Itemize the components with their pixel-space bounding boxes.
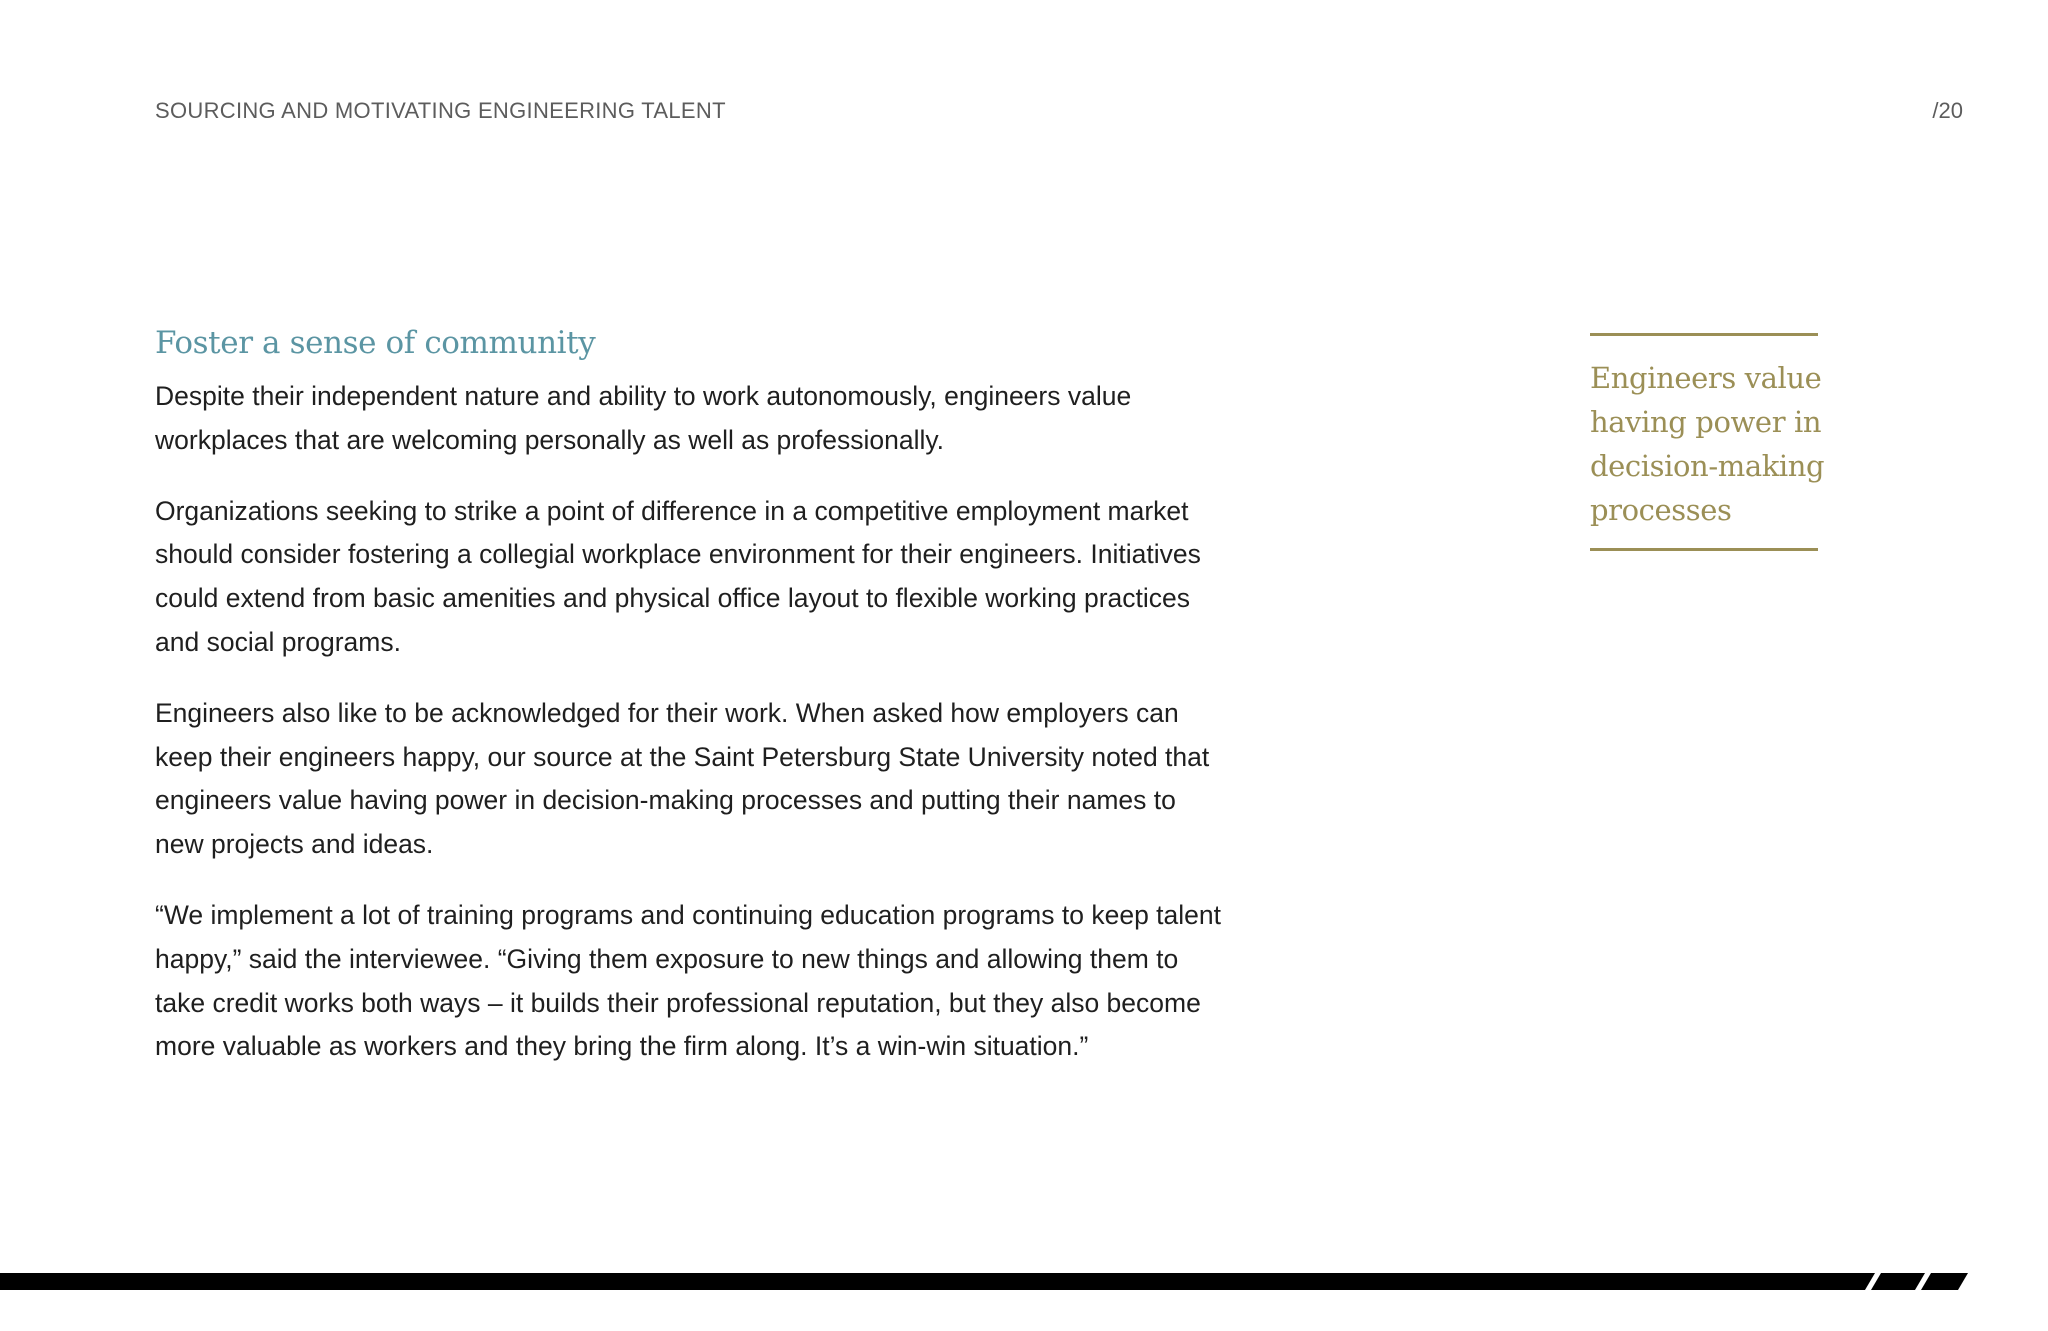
footer-stripe-segment (1871, 1273, 1925, 1290)
pull-quote-top-rule (1590, 333, 1818, 336)
pull-quote-line: processes (1590, 493, 1732, 527)
page-number: /20 (1932, 98, 1963, 123)
pull-quote (1590, 333, 1830, 551)
pull-quote-line: Engineers value (1590, 361, 1822, 395)
body-paragraph: Organizations seeking to strike a point of difference in a competitive employment market should consider fostering a collegial workplace environment for their engineers. Initiatives could extend from basic amenities and physical office layout to flexible working practices and social programs. (155, 495, 1201, 657)
pull-quote-text (1590, 356, 1830, 532)
pull-quote-line: decision-making (1590, 449, 1825, 483)
body-paragraph: “We implement a lot of training programs and continuing education programs to keep talent happy,” said the interviewee. “Giving them exposure to new things and allowing them to take credit works both ways – it builds their professional reputation, but they also become more valuable as workers and they bring the firm along. It’s a win-win situation.” (155, 899, 1221, 1062)
pull-quote-bottom-rule (1590, 548, 1818, 551)
running-header: SOURCING AND MOTIVATING ENGINEERING TALENT (155, 98, 726, 123)
body-paragraph: Engineers also like to be acknowledged for their work. When asked how employers can keep their engineers happy, our source at the Saint Petersburg State University noted that engineers value having power in decision-making processes and putting their names to new projects and ideas. (155, 697, 1210, 860)
body-paragraph: Despite their independent nature and ability to work autonomously, engineers value workplaces that are welcoming personally as well as professionally. (155, 381, 1132, 455)
main-content (155, 325, 1225, 1096)
section-heading: Foster a sense of community (155, 325, 596, 361)
footer-main-stripe (0, 1273, 1875, 1290)
footer-stripe-segment (1921, 1273, 1968, 1290)
pull-quote-line: having power in (1590, 405, 1822, 439)
